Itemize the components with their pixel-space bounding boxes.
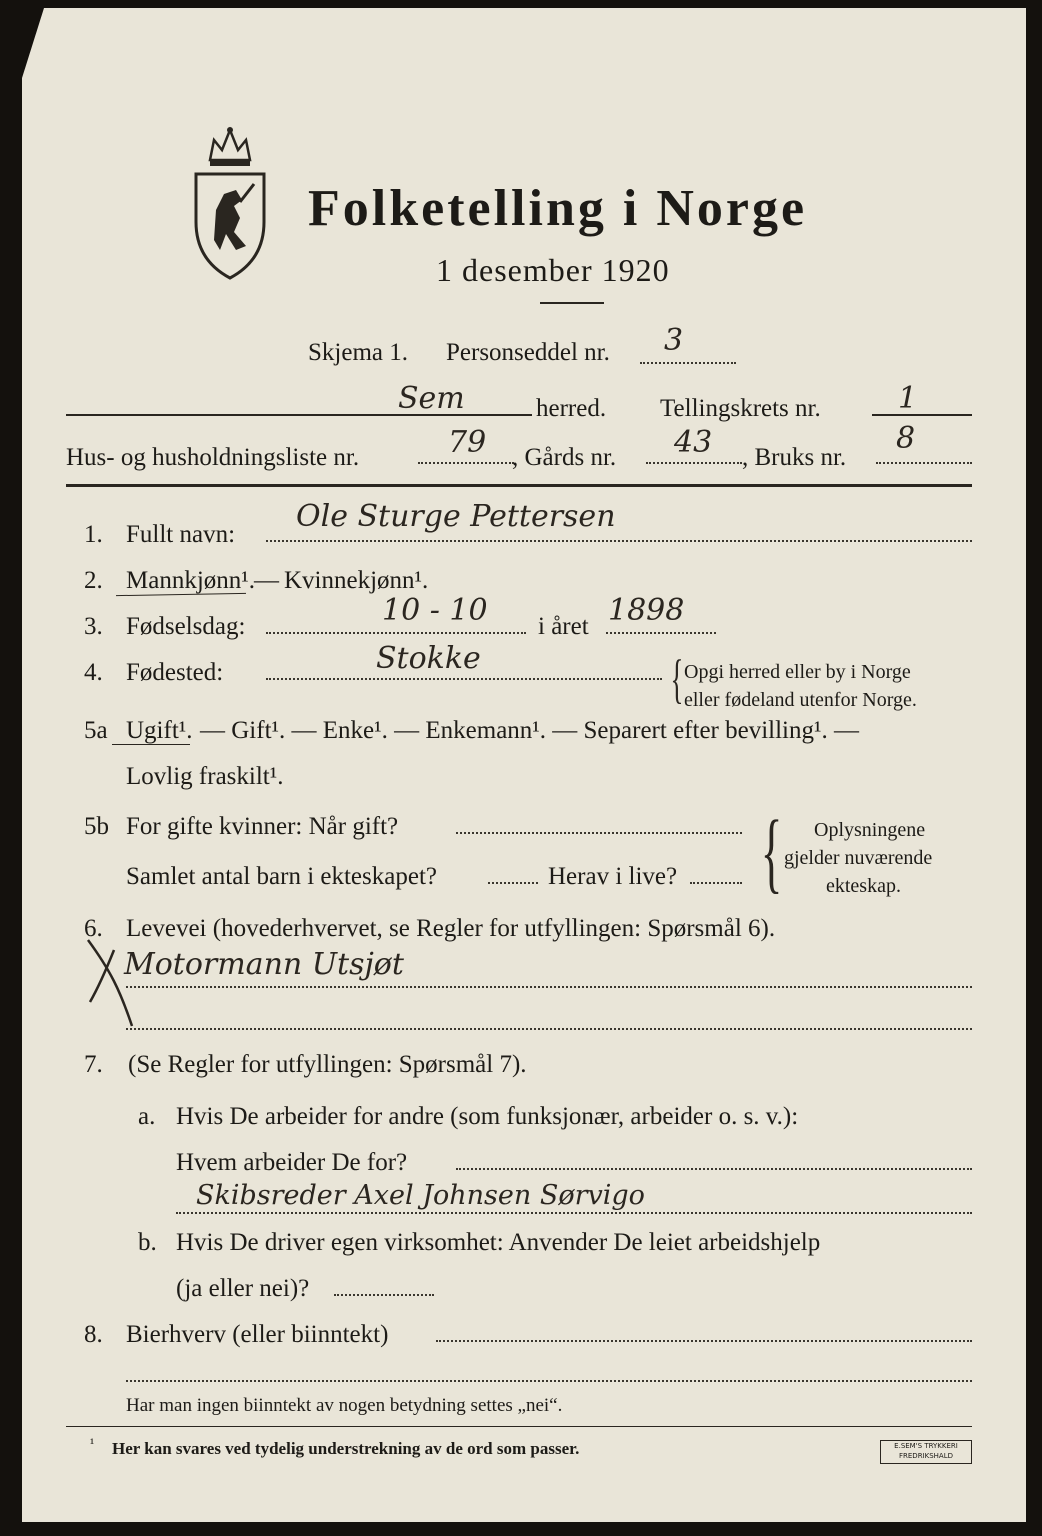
bruks-label: , Bruks nr. — [742, 444, 847, 471]
married-when-field[interactable] — [456, 832, 742, 834]
q4-brace: { — [670, 649, 684, 709]
q5b-children-label: Samlet antal barn i ekteskapet? — [126, 863, 437, 890]
q5b-number: 5b — [84, 813, 109, 840]
employer-field-1[interactable] — [456, 1168, 972, 1170]
q6-number: 6. — [84, 915, 103, 942]
q4-number: 4. — [84, 659, 103, 686]
q5b-alive-label: Herav i live? — [548, 863, 678, 890]
gards-value: 43 — [674, 425, 713, 460]
children-alive-field[interactable] — [690, 882, 742, 884]
birthplace-field[interactable] — [266, 678, 662, 680]
side-income-note: Har man ingen biinntekt av nogen betydning settes „nei“. — [126, 1395, 563, 1416]
q7b-hire-label: (ja eller nei)? — [176, 1275, 310, 1302]
occupation-field-1[interactable] — [126, 986, 972, 988]
q6-label: Levevei (hovederhvervet, se Regler for utfyllingen: Spørsmål 6). — [126, 915, 776, 942]
employer-value: Skibsreder Axel Johnsen Sørvigo — [196, 1180, 645, 1211]
birthdate-value: 10 - 10 — [382, 593, 488, 628]
herred-label: herred. — [536, 395, 607, 422]
side-income-field-1[interactable] — [436, 1340, 972, 1342]
form-title: Folketelling i Norge — [308, 180, 808, 237]
q8-label: Bierhverv (eller biinntekt) — [126, 1321, 389, 1348]
gards-label: , Gårds nr. — [512, 444, 617, 471]
q5a-number: 5a — [84, 717, 108, 744]
personseddel-value: 3 — [664, 323, 684, 358]
q5b-note-line1: Oplysningene — [814, 819, 926, 841]
occupation-value: Motormann Utsjøt — [124, 947, 404, 982]
q5b-label: For gifte kvinner: Når gift? — [126, 813, 399, 840]
title-divider — [540, 302, 604, 304]
q7b-letter: b. — [138, 1229, 157, 1256]
tellingskrets-field[interactable] — [872, 414, 972, 416]
footnote-text: Her kan svares ved tydelig understrekning av de ord som passer. — [112, 1439, 580, 1458]
side-income-field-2[interactable] — [126, 1380, 972, 1382]
occupation-check-mark — [80, 930, 180, 1040]
q7-number: 7. — [84, 1051, 103, 1078]
personseddel-field[interactable] — [640, 362, 736, 364]
q2-separator: — — [254, 567, 279, 594]
header-separator — [66, 484, 972, 487]
folded-corner — [22, 8, 44, 78]
occupation-field-2[interactable] — [126, 1028, 972, 1030]
unmarried-underline — [112, 744, 190, 745]
gards-field[interactable] — [646, 462, 742, 464]
skjema-label: Skjema 1. — [308, 339, 408, 366]
q3-number: 3. — [84, 613, 103, 640]
children-count-field[interactable] — [488, 882, 538, 884]
bruks-value: 8 — [896, 421, 916, 456]
hired-help-field[interactable] — [334, 1294, 434, 1296]
husliste-field[interactable] — [418, 462, 514, 464]
female-option[interactable]: Kvinnekjønn¹. — [284, 567, 429, 594]
q5b-brace: { — [760, 803, 783, 902]
unmarried-option[interactable]: Ugift¹. — [126, 717, 193, 744]
q2-number: 2. — [84, 567, 103, 594]
employer-field-2[interactable] — [176, 1212, 972, 1214]
q4-label: Fødested: — [126, 659, 224, 686]
tellingskrets-value: 1 — [898, 381, 918, 416]
full-name-field[interactable] — [266, 540, 972, 542]
q3-label: Fødselsdag: — [126, 613, 246, 640]
divorced-option[interactable]: Lovlig fraskilt¹. — [126, 763, 284, 790]
birthdate-field[interactable] — [266, 632, 526, 634]
personseddel-label: Personseddel nr. — [446, 339, 610, 366]
male-option[interactable]: Mannkjønn¹. — [126, 567, 256, 594]
q7a-who-label: Hvem arbeider De for? — [176, 1149, 408, 1176]
herred-value: Sem — [398, 381, 465, 416]
full-name-value: Ole Sturge Pettersen — [296, 499, 616, 534]
q7b-label: Hvis De driver egen virksomhet: Anvender De leiet arbeidshjelp — [176, 1229, 821, 1256]
year-label: i året — [538, 613, 589, 640]
q4-note-line1: Opgi herred eller by i Norge — [684, 661, 911, 683]
q5b-note-line2: gjelder nuværende — [784, 847, 933, 869]
norway-coat-of-arms-icon — [190, 122, 270, 282]
q7a-label: Hvis De arbeider for andre (som funksjonær, arbeider o. s. v.): — [176, 1103, 799, 1130]
footer-separator — [66, 1426, 972, 1427]
q1-label: Fullt navn: — [126, 521, 236, 548]
footnote-mark: ¹ — [90, 1437, 95, 1452]
q1-number: 1. — [84, 521, 103, 548]
q8-number: 8. — [84, 1321, 103, 1348]
q5b-note-line3: ekteskap. — [826, 875, 901, 897]
husliste-label: Hus- og husholdningsliste nr. — [66, 444, 360, 471]
q7-label: (Se Regler for utfyllingen: Spørsmål 7). — [128, 1051, 527, 1078]
tellingskrets-label: Tellingskrets nr. — [660, 395, 821, 422]
q4-note-line2: eller fødeland utenfor Norge. — [684, 689, 917, 711]
q7a-letter: a. — [138, 1103, 156, 1130]
birth-year-field[interactable] — [606, 632, 716, 634]
printer-stamp: E.SEM'S TRYKKERI FREDRIKSHALD — [880, 1440, 972, 1464]
census-date: 1 desember 1920 — [436, 252, 670, 288]
marital-options[interactable]: — Gift¹. — Enke¹. — Enkemann¹. — Separert efter bevilling¹. — — [200, 717, 859, 744]
birth-year-value: 1898 — [608, 593, 685, 628]
husliste-value: 79 — [448, 425, 487, 460]
birthplace-value: Stokke — [376, 641, 481, 676]
bruks-field[interactable] — [876, 462, 972, 464]
